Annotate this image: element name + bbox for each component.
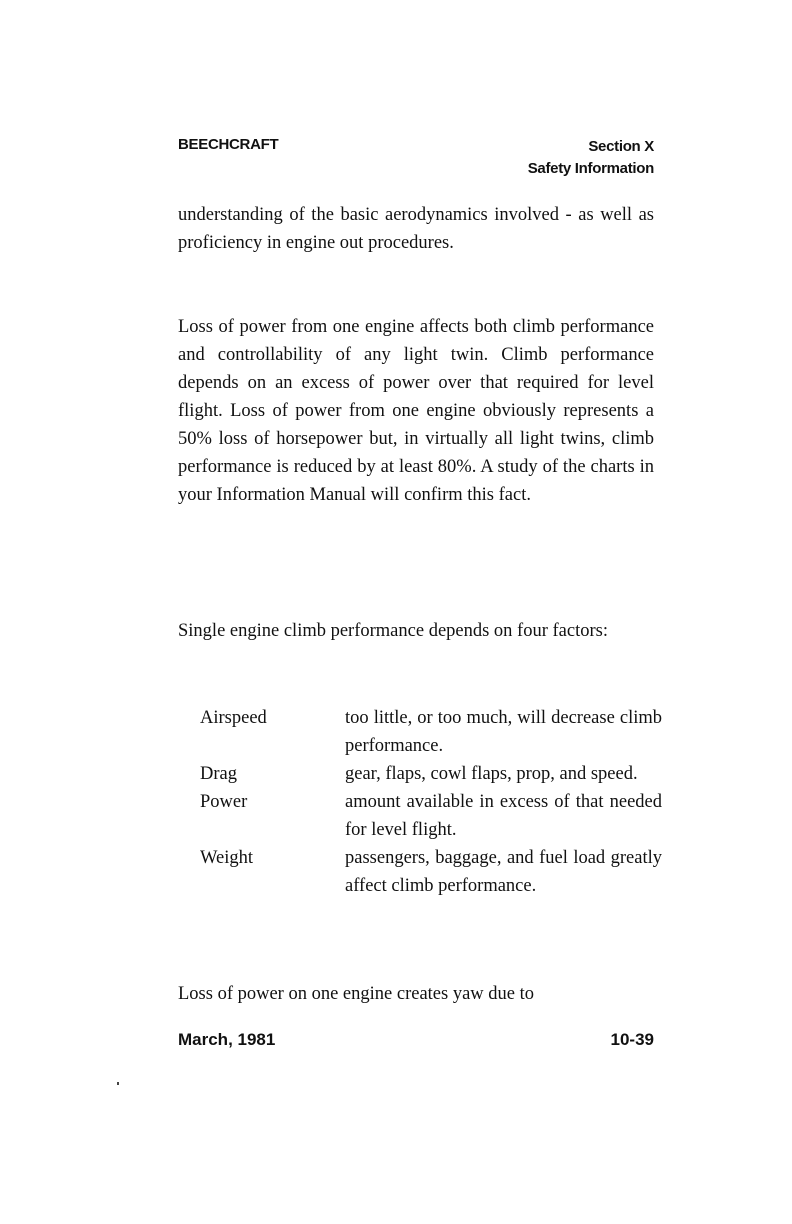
paragraph-continuation: understanding of the basic aerodynamics involved - as well as proficiency in engine out procedures. <box>178 205 654 253</box>
factor-row-weight <box>200 844 662 900</box>
header-section <box>528 136 654 180</box>
header-manufacturer: BEECHCRAFT <box>178 136 279 153</box>
scan-speck <box>117 1082 119 1085</box>
paragraph-yaw: Loss of power on one engine creates yaw due to <box>178 984 535 1004</box>
factor-row-drag <box>200 760 662 788</box>
factor-term: Weight <box>200 848 253 868</box>
factor-description: too little, or too much, will decrease climb performance. <box>345 708 662 756</box>
factor-row-power <box>200 788 662 844</box>
factor-term: Airspeed <box>200 708 267 728</box>
paragraph-factors-intro: Single engine climb performance depends on four factors: <box>178 621 608 641</box>
footer-page-number: 10-39 <box>610 1030 654 1049</box>
factor-description: passengers, baggage, and fuel load greatly affect climb performance. <box>345 848 662 896</box>
paragraph-power-loss: Loss of power from one engine affects both climb performance and controllability of any light twin. Climb performance depends on an excess of power over that required for level flight. Loss of power from one engine obviously represents a 50% loss of horsepower but, in virtually all light twins, climb performance is reduced by at least 80%. A study of the charts in your Information Manual will confirm this fact. <box>178 317 654 505</box>
factor-description: gear, flaps, cowl flaps, prop, and speed. <box>345 764 638 784</box>
header-section-title: Safety Information <box>527 160 654 177</box>
factor-row-airspeed <box>200 704 662 760</box>
factors-list <box>200 704 662 900</box>
footer-date: March, 1981 <box>178 1030 276 1049</box>
factor-description: amount available in excess of that needed for level flight. <box>345 792 662 840</box>
factor-term: Drag <box>200 764 237 784</box>
header-section-number: Section X <box>588 138 654 155</box>
factor-term: Power <box>200 792 248 812</box>
